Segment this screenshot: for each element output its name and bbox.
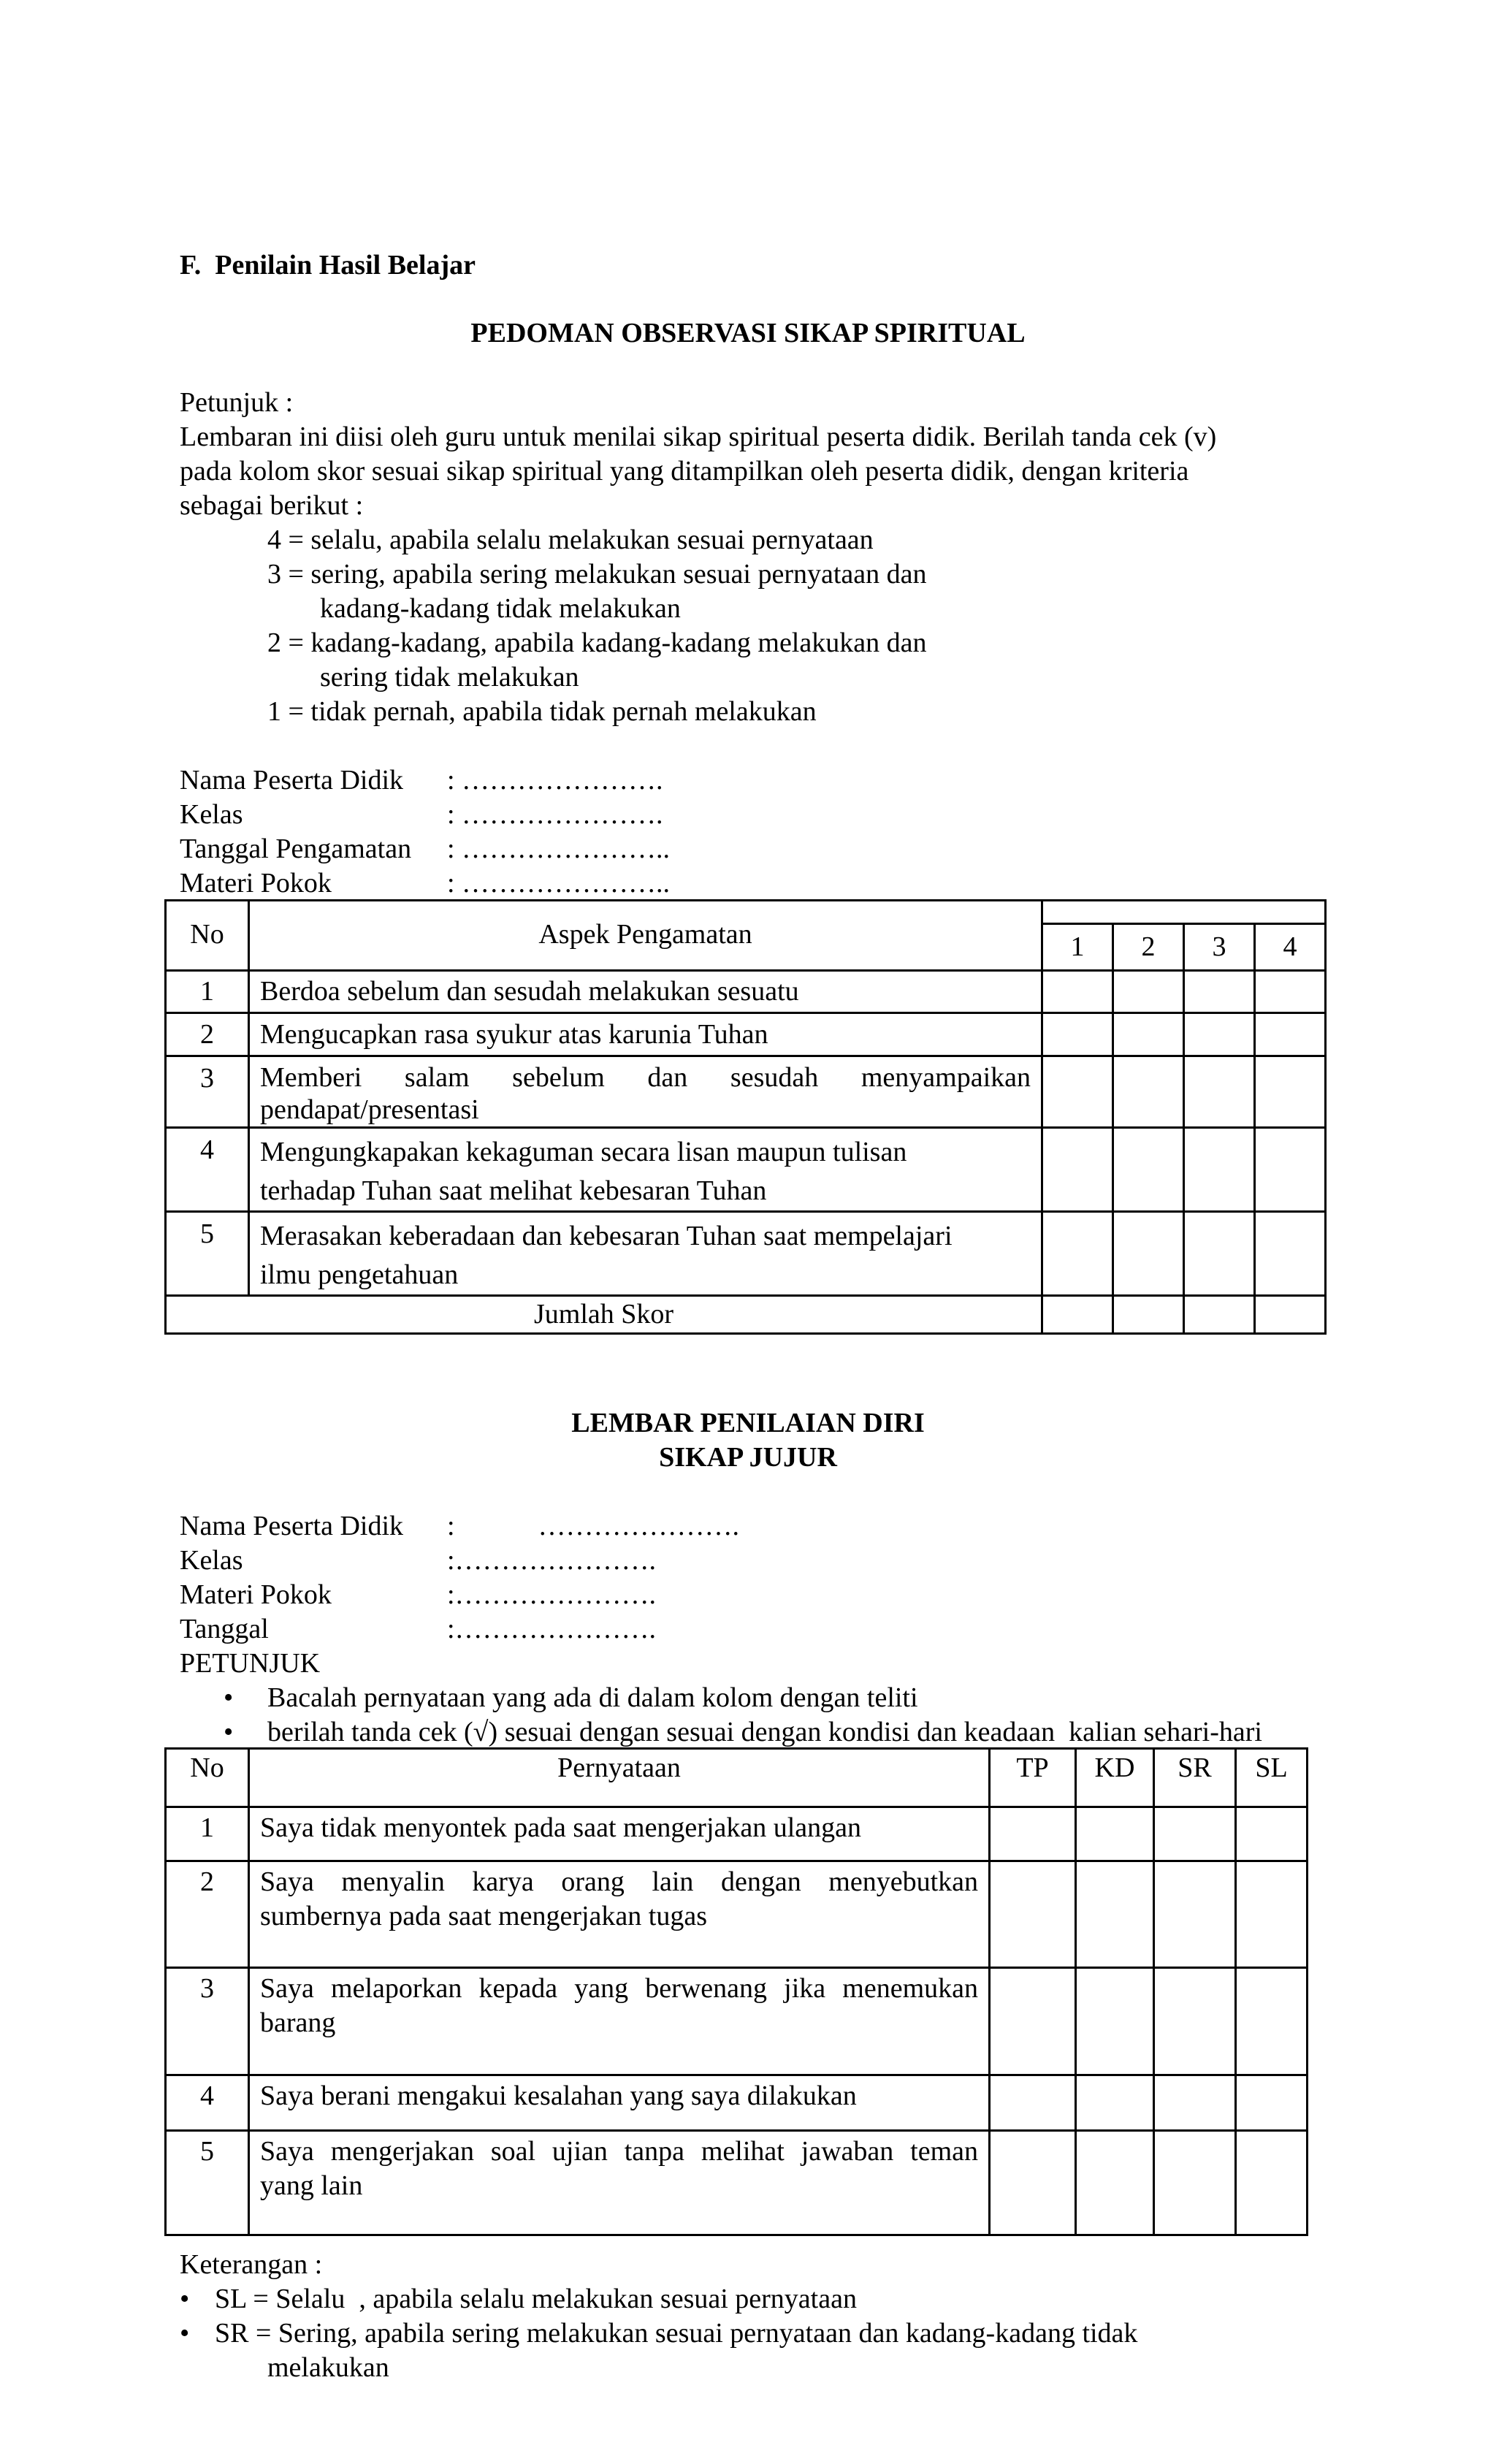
row-text-line2: yang lain bbox=[260, 2170, 363, 2201]
score-cell-4[interactable] bbox=[1255, 1128, 1326, 1212]
jujur-table-header-row bbox=[166, 1749, 1308, 1807]
keterangan-item-sl: SL = Selalu , apabila selalu melakukan sesuai pernyataan bbox=[215, 2284, 857, 2314]
field-kelas-value: : …………………. bbox=[447, 799, 663, 830]
score-header-1: 1 bbox=[1042, 924, 1113, 971]
row-text-line1: Memberi salam sebelum dan sesudah menyampaikan bbox=[260, 1062, 1031, 1093]
score-cell-kd[interactable] bbox=[1076, 1807, 1154, 1861]
score-cell-2[interactable] bbox=[1113, 1212, 1184, 1296]
row-text-line2: pendapat/presentasi bbox=[260, 1094, 479, 1125]
score-cell-2[interactable] bbox=[1113, 1013, 1184, 1056]
row-text-line1: Saya mengerjakan soal ujian tanpa melihat jawaban teman bbox=[260, 2136, 978, 2167]
jujur-field-tanggal-value: :…………………. bbox=[447, 1614, 657, 1644]
score-cell-sl[interactable] bbox=[1236, 2131, 1308, 2235]
total-cell-3[interactable] bbox=[1184, 1296, 1255, 1334]
row-text bbox=[249, 1128, 1042, 1212]
score-group-header bbox=[1042, 901, 1326, 924]
spiritual-petunjuk-line-1: Lembaran ini diisi oleh guru untuk menilai sikap spiritual peserta didik. Berilah tanda cek (v) bbox=[180, 422, 1217, 452]
criteria-3: 3 = sering, apabila sering melakukan sesuai pernyataan dan bbox=[267, 559, 927, 590]
row-no: 5 bbox=[166, 2131, 249, 2235]
section-heading bbox=[180, 248, 476, 283]
spiritual-title: PEDOMAN OBSERVASI SIKAP SPIRITUAL bbox=[470, 318, 1026, 348]
criteria-1: 1 = tidak pernah, apabila tidak pernah melakukan bbox=[267, 696, 817, 727]
score-cell-4[interactable] bbox=[1255, 1212, 1326, 1296]
row-text-line2: sumbernya pada saat mengerjakan tugas bbox=[260, 1901, 707, 1931]
score-header-sl: SL bbox=[1236, 1749, 1308, 1807]
row-text-line2: ilmu pengetahuan bbox=[260, 1259, 459, 1290]
score-cell-2[interactable] bbox=[1113, 971, 1184, 1013]
col-pernyataan-header: Pernyataan bbox=[249, 1749, 990, 1807]
jujur-field-materi-label: Materi Pokok bbox=[180, 1579, 332, 1610]
score-cell-4[interactable] bbox=[1255, 1013, 1326, 1056]
score-cell-kd[interactable] bbox=[1076, 1968, 1154, 2075]
petunjuk-item-2: berilah tanda cek (√) sesuai dengan sesuai dengan kondisi dan keadaan kalian sehari-hari bbox=[267, 1717, 1262, 1747]
score-cell-4[interactable] bbox=[1255, 971, 1326, 1013]
row-no: 4 bbox=[166, 2075, 249, 2131]
score-header-2: 2 bbox=[1113, 924, 1184, 971]
row-text-line1: Mengungkapakan kekaguman secara lisan maupun tulisan bbox=[260, 1137, 907, 1167]
keterangan-item-sr: SR = Sering, apabila sering melakukan sesuai pernyataan dan kadang-kadang tidak bbox=[215, 2318, 1138, 2349]
score-cell-kd[interactable] bbox=[1076, 2131, 1154, 2235]
row-text bbox=[249, 1861, 990, 1968]
table-row bbox=[166, 971, 1326, 1013]
score-cell-tp[interactable] bbox=[990, 2131, 1076, 2235]
field-tanggal-value: : ………………….. bbox=[447, 834, 671, 864]
row-text bbox=[249, 2131, 990, 2235]
row-no: 5 bbox=[166, 1212, 249, 1296]
table-row bbox=[166, 1128, 1326, 1212]
score-cell-tp[interactable] bbox=[990, 1861, 1076, 1968]
table-row bbox=[166, 1212, 1326, 1296]
total-cell-1[interactable] bbox=[1042, 1296, 1113, 1334]
criteria-4: 4 = selalu, apabila selalu melakukan sesuai pernyataan bbox=[267, 525, 874, 555]
score-cell-kd[interactable] bbox=[1076, 1861, 1154, 1968]
score-cell-sl[interactable] bbox=[1236, 2075, 1308, 2131]
score-cell-sr[interactable] bbox=[1154, 2131, 1236, 2235]
row-no: 1 bbox=[166, 1807, 249, 1861]
score-cell-sr[interactable] bbox=[1154, 1861, 1236, 1968]
row-no: 3 bbox=[166, 1056, 249, 1128]
row-text bbox=[249, 1968, 990, 2075]
score-header-4: 4 bbox=[1255, 924, 1326, 971]
score-cell-kd[interactable] bbox=[1076, 2075, 1154, 2131]
col-no-header: No bbox=[166, 1749, 249, 1807]
row-text: Berdoa sebelum dan sesudah melakukan sesuatu bbox=[249, 971, 1042, 1013]
table-row bbox=[166, 1861, 1308, 1968]
score-cell-sl[interactable] bbox=[1236, 1968, 1308, 2075]
bullet-icon: • bbox=[224, 1682, 234, 1713]
score-cell-1[interactable] bbox=[1042, 1056, 1113, 1128]
spiritual-petunjuk-label: Petunjuk : bbox=[180, 387, 294, 418]
field-materi-value: : ………………….. bbox=[447, 868, 671, 899]
row-text-line2: terhadap Tuhan saat melihat kebesaran Tuhan bbox=[260, 1175, 767, 1206]
spiritual-petunjuk-line-3: sebagai berikut : bbox=[180, 490, 364, 521]
score-header-kd: KD bbox=[1076, 1749, 1154, 1807]
jujur-field-tanggal-label: Tanggal bbox=[180, 1614, 269, 1644]
petunjuk-item-1: Bacalah pernyataan yang ada di dalam kolom dengan teliti bbox=[267, 1682, 918, 1713]
score-cell-sl[interactable] bbox=[1236, 1861, 1308, 1968]
row-text: Mengucapkan rasa syukur atas karunia Tuhan bbox=[249, 1013, 1042, 1056]
field-nama-value: : …………………. bbox=[447, 765, 663, 796]
score-cell-2[interactable] bbox=[1113, 1128, 1184, 1212]
keterangan-label: Keterangan : bbox=[180, 2249, 323, 2280]
row-text bbox=[249, 1056, 1042, 1128]
spiritual-petunjuk-line-2: pada kolom skor sesuai sikap spiritual yang ditampilkan oleh peserta didik, dengan kriteria bbox=[180, 456, 1189, 487]
jujur-table bbox=[164, 1747, 1308, 2236]
score-cell-1[interactable] bbox=[1042, 1212, 1113, 1296]
section-title: Penilain Hasil Belajar bbox=[215, 250, 476, 281]
score-cell-sr[interactable] bbox=[1154, 1807, 1236, 1861]
field-tanggal-label: Tanggal Pengamatan bbox=[180, 834, 412, 864]
score-cell-tp[interactable] bbox=[990, 2075, 1076, 2131]
jujur-petunjuk-label: PETUNJUK bbox=[180, 1648, 321, 1679]
row-text: Saya berani mengakui kesalahan yang saya dilakukan bbox=[249, 2075, 990, 2131]
row-text-line1: Saya melaporkan kepada yang berwenang jika menemukan bbox=[260, 1973, 978, 2004]
score-cell-3[interactable] bbox=[1184, 1056, 1255, 1128]
jujur-field-kelas-label: Kelas bbox=[180, 1545, 243, 1576]
score-header-tp: TP bbox=[990, 1749, 1076, 1807]
row-no: 2 bbox=[166, 1013, 249, 1056]
jujur-field-nama-value: : …………………. bbox=[447, 1511, 740, 1541]
field-materi-label: Materi Pokok bbox=[180, 868, 332, 899]
row-text-line1: Merasakan keberadaan dan kebesaran Tuhan saat mempelajari bbox=[260, 1221, 953, 1251]
row-no: 2 bbox=[166, 1861, 249, 1968]
table-row bbox=[166, 1056, 1326, 1128]
score-header-3: 3 bbox=[1184, 924, 1255, 971]
jujur-field-materi-value: :…………………. bbox=[447, 1579, 657, 1610]
criteria-2: 2 = kadang-kadang, apabila kadang-kadang melakukan dan bbox=[267, 628, 927, 658]
score-cell-2[interactable] bbox=[1113, 1056, 1184, 1128]
table-row bbox=[166, 2075, 1308, 2131]
row-text-line2: barang bbox=[260, 2007, 336, 2038]
score-header-sr: SR bbox=[1154, 1749, 1236, 1807]
row-text: Saya tidak menyontek pada saat mengerjakan ulangan bbox=[249, 1807, 990, 1861]
bullet-icon: • bbox=[180, 2318, 190, 2349]
total-cell-2[interactable] bbox=[1113, 1296, 1184, 1334]
total-cell-4[interactable] bbox=[1255, 1296, 1326, 1334]
score-cell-1[interactable] bbox=[1042, 971, 1113, 1013]
score-cell-3[interactable] bbox=[1184, 1128, 1255, 1212]
jujur-field-kelas-value: :…………………. bbox=[447, 1545, 657, 1576]
table-row bbox=[166, 1968, 1308, 2075]
bullet-icon: • bbox=[224, 1717, 234, 1747]
score-cell-3[interactable] bbox=[1184, 1013, 1255, 1056]
criteria-3-cont: kadang-kadang tidak melakukan bbox=[320, 593, 681, 624]
score-cell-3[interactable] bbox=[1184, 1212, 1255, 1296]
row-no: 3 bbox=[166, 1968, 249, 2075]
col-aspek-header: Aspek Pengamatan bbox=[249, 901, 1042, 971]
score-cell-tp[interactable] bbox=[990, 1807, 1076, 1861]
row-no: 4 bbox=[166, 1128, 249, 1212]
bullet-icon: • bbox=[180, 2284, 190, 2314]
field-kelas-label: Kelas bbox=[180, 799, 243, 830]
row-no: 1 bbox=[166, 971, 249, 1013]
score-cell-3[interactable] bbox=[1184, 971, 1255, 1013]
keterangan-item-sr-cont: melakukan bbox=[267, 2352, 389, 2383]
score-cell-sr[interactable] bbox=[1154, 1968, 1236, 2075]
jujur-title-line1: LEMBAR PENILAIAN DIRI bbox=[571, 1408, 925, 1438]
score-cell-sr[interactable] bbox=[1154, 2075, 1236, 2131]
field-nama-label: Nama Peserta Didik bbox=[180, 765, 404, 796]
jujur-field-nama-label: Nama Peserta Didik bbox=[180, 1511, 404, 1541]
score-cell-1[interactable] bbox=[1042, 1013, 1113, 1056]
jujur-title-line2: SIKAP JUJUR bbox=[659, 1442, 837, 1473]
spiritual-table-header-row-top bbox=[166, 901, 1326, 924]
spiritual-table bbox=[164, 899, 1327, 1335]
table-row bbox=[166, 2131, 1308, 2235]
table-row bbox=[166, 1013, 1326, 1056]
table-row bbox=[166, 1807, 1308, 1861]
total-label: Jumlah Skor bbox=[166, 1296, 1042, 1334]
score-cell-sl[interactable] bbox=[1236, 1807, 1308, 1861]
score-cell-4[interactable] bbox=[1255, 1056, 1326, 1128]
score-cell-1[interactable] bbox=[1042, 1128, 1113, 1212]
score-cell-tp[interactable] bbox=[990, 1968, 1076, 2075]
col-no-header: No bbox=[166, 901, 249, 971]
row-text-line1: Saya menyalin karya orang lain dengan menyebutkan bbox=[260, 1866, 978, 1897]
row-text bbox=[249, 1212, 1042, 1296]
total-row bbox=[166, 1296, 1326, 1334]
section-letter: F. bbox=[180, 250, 202, 281]
criteria-2-cont: sering tidak melakukan bbox=[320, 662, 579, 693]
